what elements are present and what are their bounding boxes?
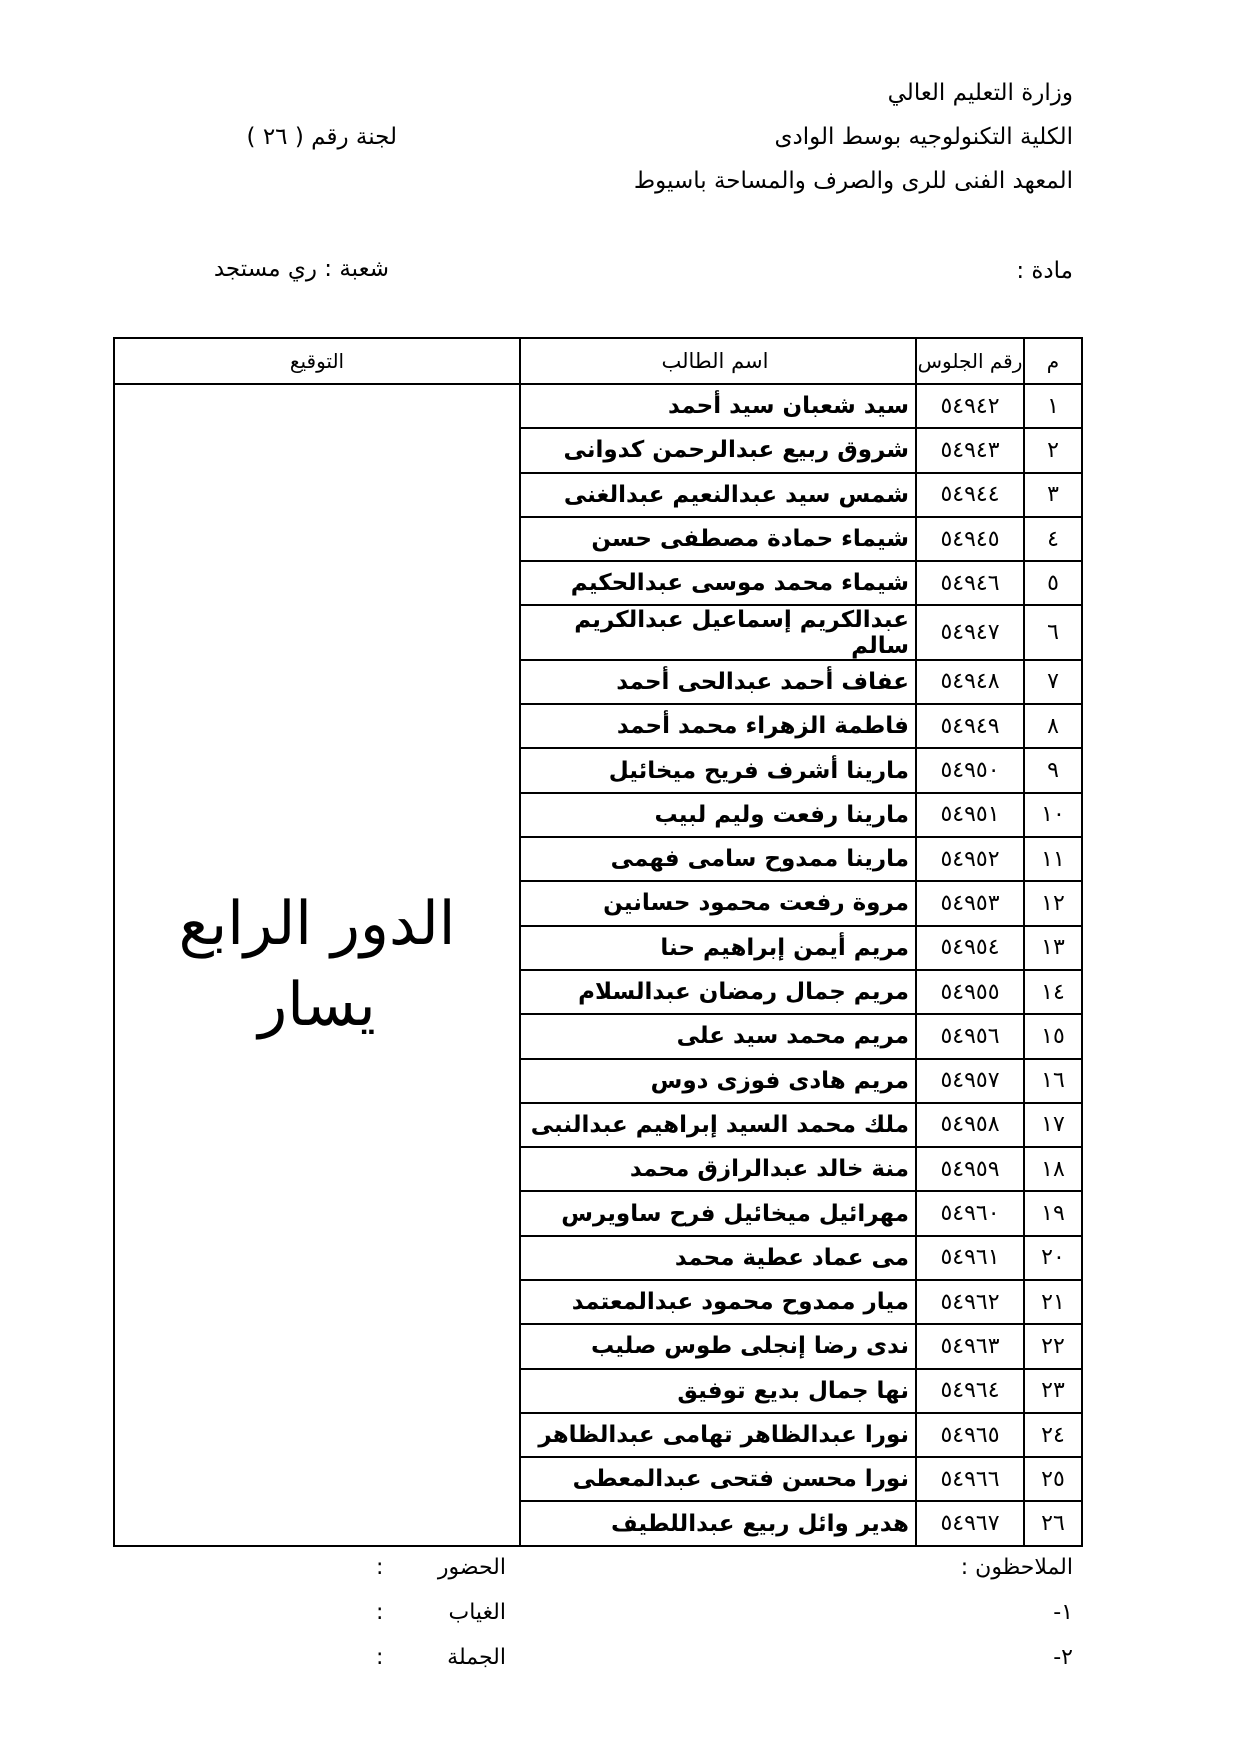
seat-number: ٥٤٩٦٣	[916, 1324, 1024, 1368]
row-number: ٣	[1024, 473, 1082, 517]
seat-number: ٥٤٩٥٥	[916, 970, 1024, 1014]
subject-label: مادة :	[1016, 258, 1073, 284]
seat-number: ٥٤٩٥٨	[916, 1103, 1024, 1147]
row-number: ٢٢	[1024, 1324, 1082, 1368]
row-number: ١٥	[1024, 1014, 1082, 1058]
student-name: مهرائيل ميخائيل فرح ساويرس	[520, 1191, 916, 1235]
ministry-title: وزارة التعليم العالي	[887, 80, 1073, 106]
student-name: مريم محمد سيد على	[520, 1014, 916, 1058]
row-number: ١٤	[1024, 970, 1082, 1014]
student-name: هدير وائل ربيع عبداللطيف	[520, 1501, 916, 1546]
seat-number: ٥٤٩٤٢	[916, 384, 1024, 428]
attendance-label: الحضور	[437, 1555, 506, 1580]
row-number: ٨	[1024, 704, 1082, 748]
student-name: شيماء حمادة مصطفى حسن	[520, 517, 916, 561]
student-name: ندى رضا إنجلى طوس صليب	[520, 1324, 916, 1368]
seat-number: ٥٤٩٥٠	[916, 748, 1024, 792]
row-number: ٢٣	[1024, 1369, 1082, 1413]
section-label: شعبة : ري مستجد	[213, 256, 389, 282]
notes-label: الملاحظون :	[960, 1555, 1073, 1580]
row-number: ٢٦	[1024, 1501, 1082, 1546]
total-colon: :	[376, 1645, 384, 1670]
student-name: شروق ربيع عبدالرحمن كدوانى	[520, 428, 916, 472]
row-number: ٢١	[1024, 1280, 1082, 1324]
row-number: ٢٠	[1024, 1236, 1082, 1280]
seat-number: ٥٤٩٤٤	[916, 473, 1024, 517]
student-name: مريم أيمن إبراهيم حنا	[520, 926, 916, 970]
student-name: نها جمال بديع توفيق	[520, 1369, 916, 1413]
seat-number: ٥٤٩٤٦	[916, 561, 1024, 605]
row-number: ١٨	[1024, 1147, 1082, 1191]
row-number: ٤	[1024, 517, 1082, 561]
row-number: ١	[1024, 384, 1082, 428]
student-name: مارينا ممدوح سامى فهمى	[520, 837, 916, 881]
col-header-signature: التوقيع	[114, 338, 520, 384]
row-number: ٥	[1024, 561, 1082, 605]
student-name: نورا محسن فتحى عبدالمعطى	[520, 1457, 916, 1501]
row-number: ٢	[1024, 428, 1082, 472]
student-name: فاطمة الزهراء محمد أحمد	[520, 704, 916, 748]
college-title: الكلية التكنولوجيه بوسط الوادى	[774, 124, 1073, 150]
student-name: مريم جمال رمضان عبدالسلام	[520, 970, 916, 1014]
location-side: يسار	[258, 970, 376, 1040]
student-name: نورا عبدالظاهر تهامى عبدالظاهر	[520, 1413, 916, 1457]
seat-number: ٥٤٩٦٤	[916, 1369, 1024, 1413]
student-name: مارينا أشرف فريح ميخائيل	[520, 748, 916, 792]
note-2: ٢-	[1053, 1645, 1073, 1670]
row-number: ١٦	[1024, 1059, 1082, 1103]
row-number: ٢٤	[1024, 1413, 1082, 1457]
seat-number: ٥٤٩٦١	[916, 1236, 1024, 1280]
table-header-row	[114, 338, 1082, 384]
total-label: الجملة	[447, 1645, 506, 1670]
seat-number: ٥٤٩٤٣	[916, 428, 1024, 472]
seat-number: ٥٤٩٦٥	[916, 1413, 1024, 1457]
seat-number: ٥٤٩٤٩	[916, 704, 1024, 748]
student-name: منة خالد عبدالرازق محمد	[520, 1147, 916, 1191]
institute-title: المعهد الفنى للرى والصرف والمساحة باسيوط	[633, 168, 1073, 194]
row-number: ١٣	[1024, 926, 1082, 970]
student-name: ميار ممدوح محمود عبدالمعتمد	[520, 1280, 916, 1324]
seat-number: ٥٤٩٥٢	[916, 837, 1024, 881]
student-name: سيد شعبان سيد أحمد	[520, 384, 916, 428]
student-name: عفاف أحمد عبدالحى أحمد	[520, 660, 916, 704]
seat-number: ٥٤٩٥٩	[916, 1147, 1024, 1191]
student-name: مارينا رفعت وليم لبيب	[520, 793, 916, 837]
table-row	[114, 384, 1082, 428]
student-name: شيماء محمد موسى عبدالحكيم	[520, 561, 916, 605]
row-number: ٩	[1024, 748, 1082, 792]
seat-number: ٥٤٩٥١	[916, 793, 1024, 837]
student-name: شمس سيد عبدالنعيم عبدالغنى	[520, 473, 916, 517]
row-number: ١٠	[1024, 793, 1082, 837]
row-number: ٦	[1024, 605, 1082, 659]
signature-column	[114, 384, 520, 1546]
col-header-num: م	[1024, 338, 1082, 384]
col-header-seat: رقم الجلوس	[916, 338, 1024, 384]
seat-number: ٥٤٩٥٦	[916, 1014, 1024, 1058]
seat-number: ٥٤٩٦٢	[916, 1280, 1024, 1324]
row-number: ١٩	[1024, 1191, 1082, 1235]
table-body	[114, 384, 1082, 1546]
student-name: ملك محمد السيد إبراهيم عبدالنبى	[520, 1103, 916, 1147]
seat-number: ٥٤٩٥٤	[916, 926, 1024, 970]
seat-number: ٥٤٩٤٨	[916, 660, 1024, 704]
seat-number: ٥٤٩٦٧	[916, 1501, 1024, 1546]
row-number: ١٢	[1024, 881, 1082, 925]
student-name: عبدالكريم إسماعيل عبدالكريم سالم	[520, 605, 916, 659]
student-name: مروة رفعت محمود حسانين	[520, 881, 916, 925]
seat-number: ٥٤٩٤٥	[916, 517, 1024, 561]
student-name: مى عماد عطية محمد	[520, 1236, 916, 1280]
row-number: ١٧	[1024, 1103, 1082, 1147]
attendance-colon: :	[376, 1555, 384, 1580]
location-floor: الدور الرابع	[178, 889, 456, 959]
note-1: ١-	[1053, 1600, 1073, 1625]
seat-number: ٥٤٩٦٦	[916, 1457, 1024, 1501]
seat-number: ٥٤٩٤٧	[916, 605, 1024, 659]
student-name: مريم هادى فوزى دوس	[520, 1059, 916, 1103]
row-number: ١١	[1024, 837, 1082, 881]
row-number: ٢٥	[1024, 1457, 1082, 1501]
seat-number: ٥٤٩٦٠	[916, 1191, 1024, 1235]
col-header-name: اسم الطالب	[520, 338, 916, 384]
row-number: ٧	[1024, 660, 1082, 704]
committee-number: لجنة رقم ( ٢٦ )	[246, 124, 397, 150]
seat-number: ٥٤٩٥٧	[916, 1059, 1024, 1103]
absence-colon: :	[376, 1600, 384, 1625]
attendance-table	[113, 337, 1083, 1547]
seat-number: ٥٤٩٥٣	[916, 881, 1024, 925]
location-note	[115, 884, 519, 1046]
absence-label: الغياب	[448, 1600, 506, 1625]
